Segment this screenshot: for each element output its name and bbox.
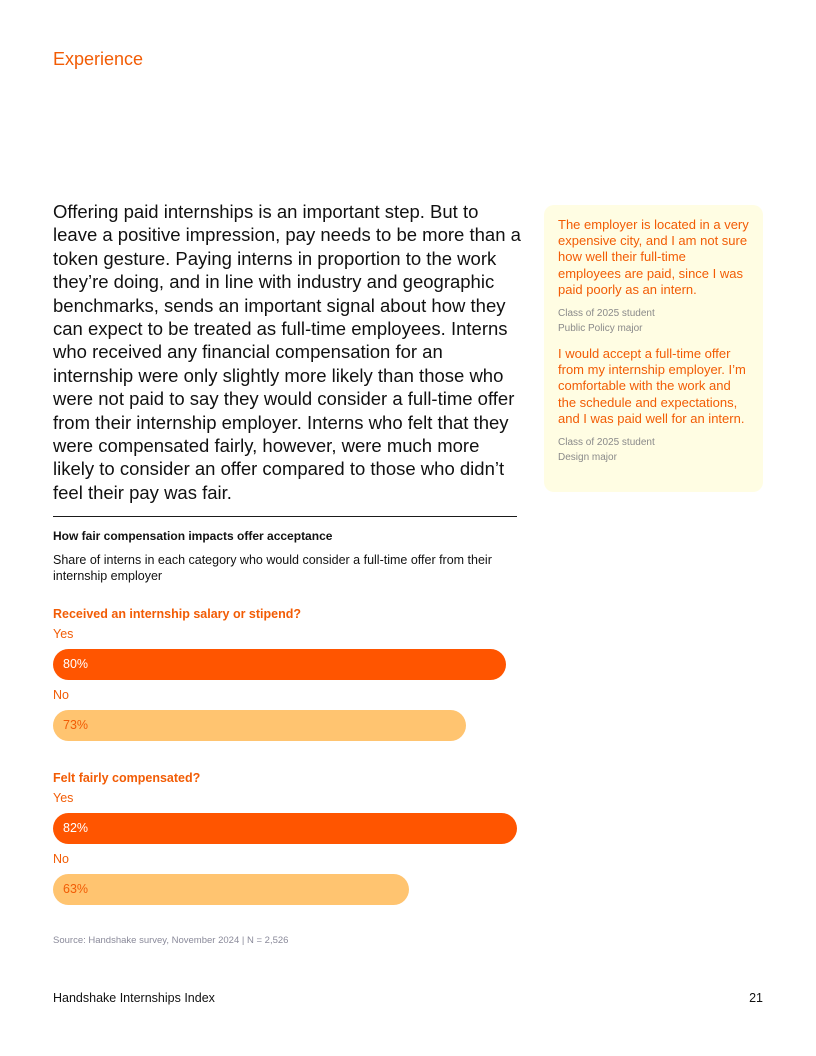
chart-group-question: Received an internship salary or stipend?	[53, 607, 301, 621]
section-label: Experience	[53, 49, 144, 69]
body-paragraph: Offering paid internships is an important step. But to leave a positive impression, pay needs to be more than a token gesture. Paying interns in proportion to the work they’re doing, and in line with industry and geographic benchmarks, sends an important signal about how they can expect to be treated as full-time employees. Interns who received any financial compensation for an internship were only slightly more likely than those who were not paid to say they would consider a full-time offer from their internship employer. Interns who felt that they were compensated fairly, however, were much more likely to consider an offer compared to those who didn’t feel their pay was fair.	[53, 201, 521, 503]
chart-divider	[53, 516, 517, 517]
chart-group	[53, 607, 517, 732]
bar-category-label: Yes	[53, 791, 74, 805]
quote-attribution-class: Class of 2025 student	[558, 308, 655, 320]
bar-value-label: 73%	[63, 718, 89, 732]
bar-category-label: No	[53, 688, 69, 702]
bar	[53, 710, 466, 741]
page-number: 21	[749, 991, 763, 1005]
quote-attribution-major: Design major	[558, 452, 617, 464]
bar-category-label: No	[53, 852, 69, 866]
source-note: Source: Handshake survey, November 2024 | N = 2,526	[53, 935, 289, 946]
quote-box	[544, 205, 763, 492]
chart-group	[53, 771, 517, 896]
compensation-chart	[53, 516, 517, 896]
quote-attribution-class: Class of 2025 student	[558, 437, 655, 449]
quote-2	[558, 346, 751, 465]
bar-category-label: Yes	[53, 627, 74, 641]
quote-text: I would accept a full-time offer from my internship employer. I’m comfortable with the work and the schedule and expectations, and I was paid well for an intern.	[558, 346, 746, 426]
quote-1	[558, 217, 751, 336]
bar-value-label: 80%	[63, 657, 89, 671]
chart-group-question: Felt fairly compensated?	[53, 771, 201, 785]
chart-title: How fair compensation impacts offer acceptance	[53, 529, 333, 543]
chart-subtitle: Share of interns in each category who would consider a full-time offer from their internship employer	[53, 553, 492, 583]
bar	[53, 649, 506, 680]
quote-attribution-major: Public Policy major	[558, 323, 643, 335]
footer-title: Handshake Internships Index	[53, 991, 215, 1005]
bar	[53, 813, 517, 844]
quote-text: The employer is located in a very expensive city, and I am not sure how well their full-time employees are paid, since I was paid poorly as an intern.	[558, 217, 749, 297]
bar-value-label: 82%	[63, 821, 89, 835]
bar	[53, 874, 409, 905]
bar-value-label: 63%	[63, 882, 89, 896]
